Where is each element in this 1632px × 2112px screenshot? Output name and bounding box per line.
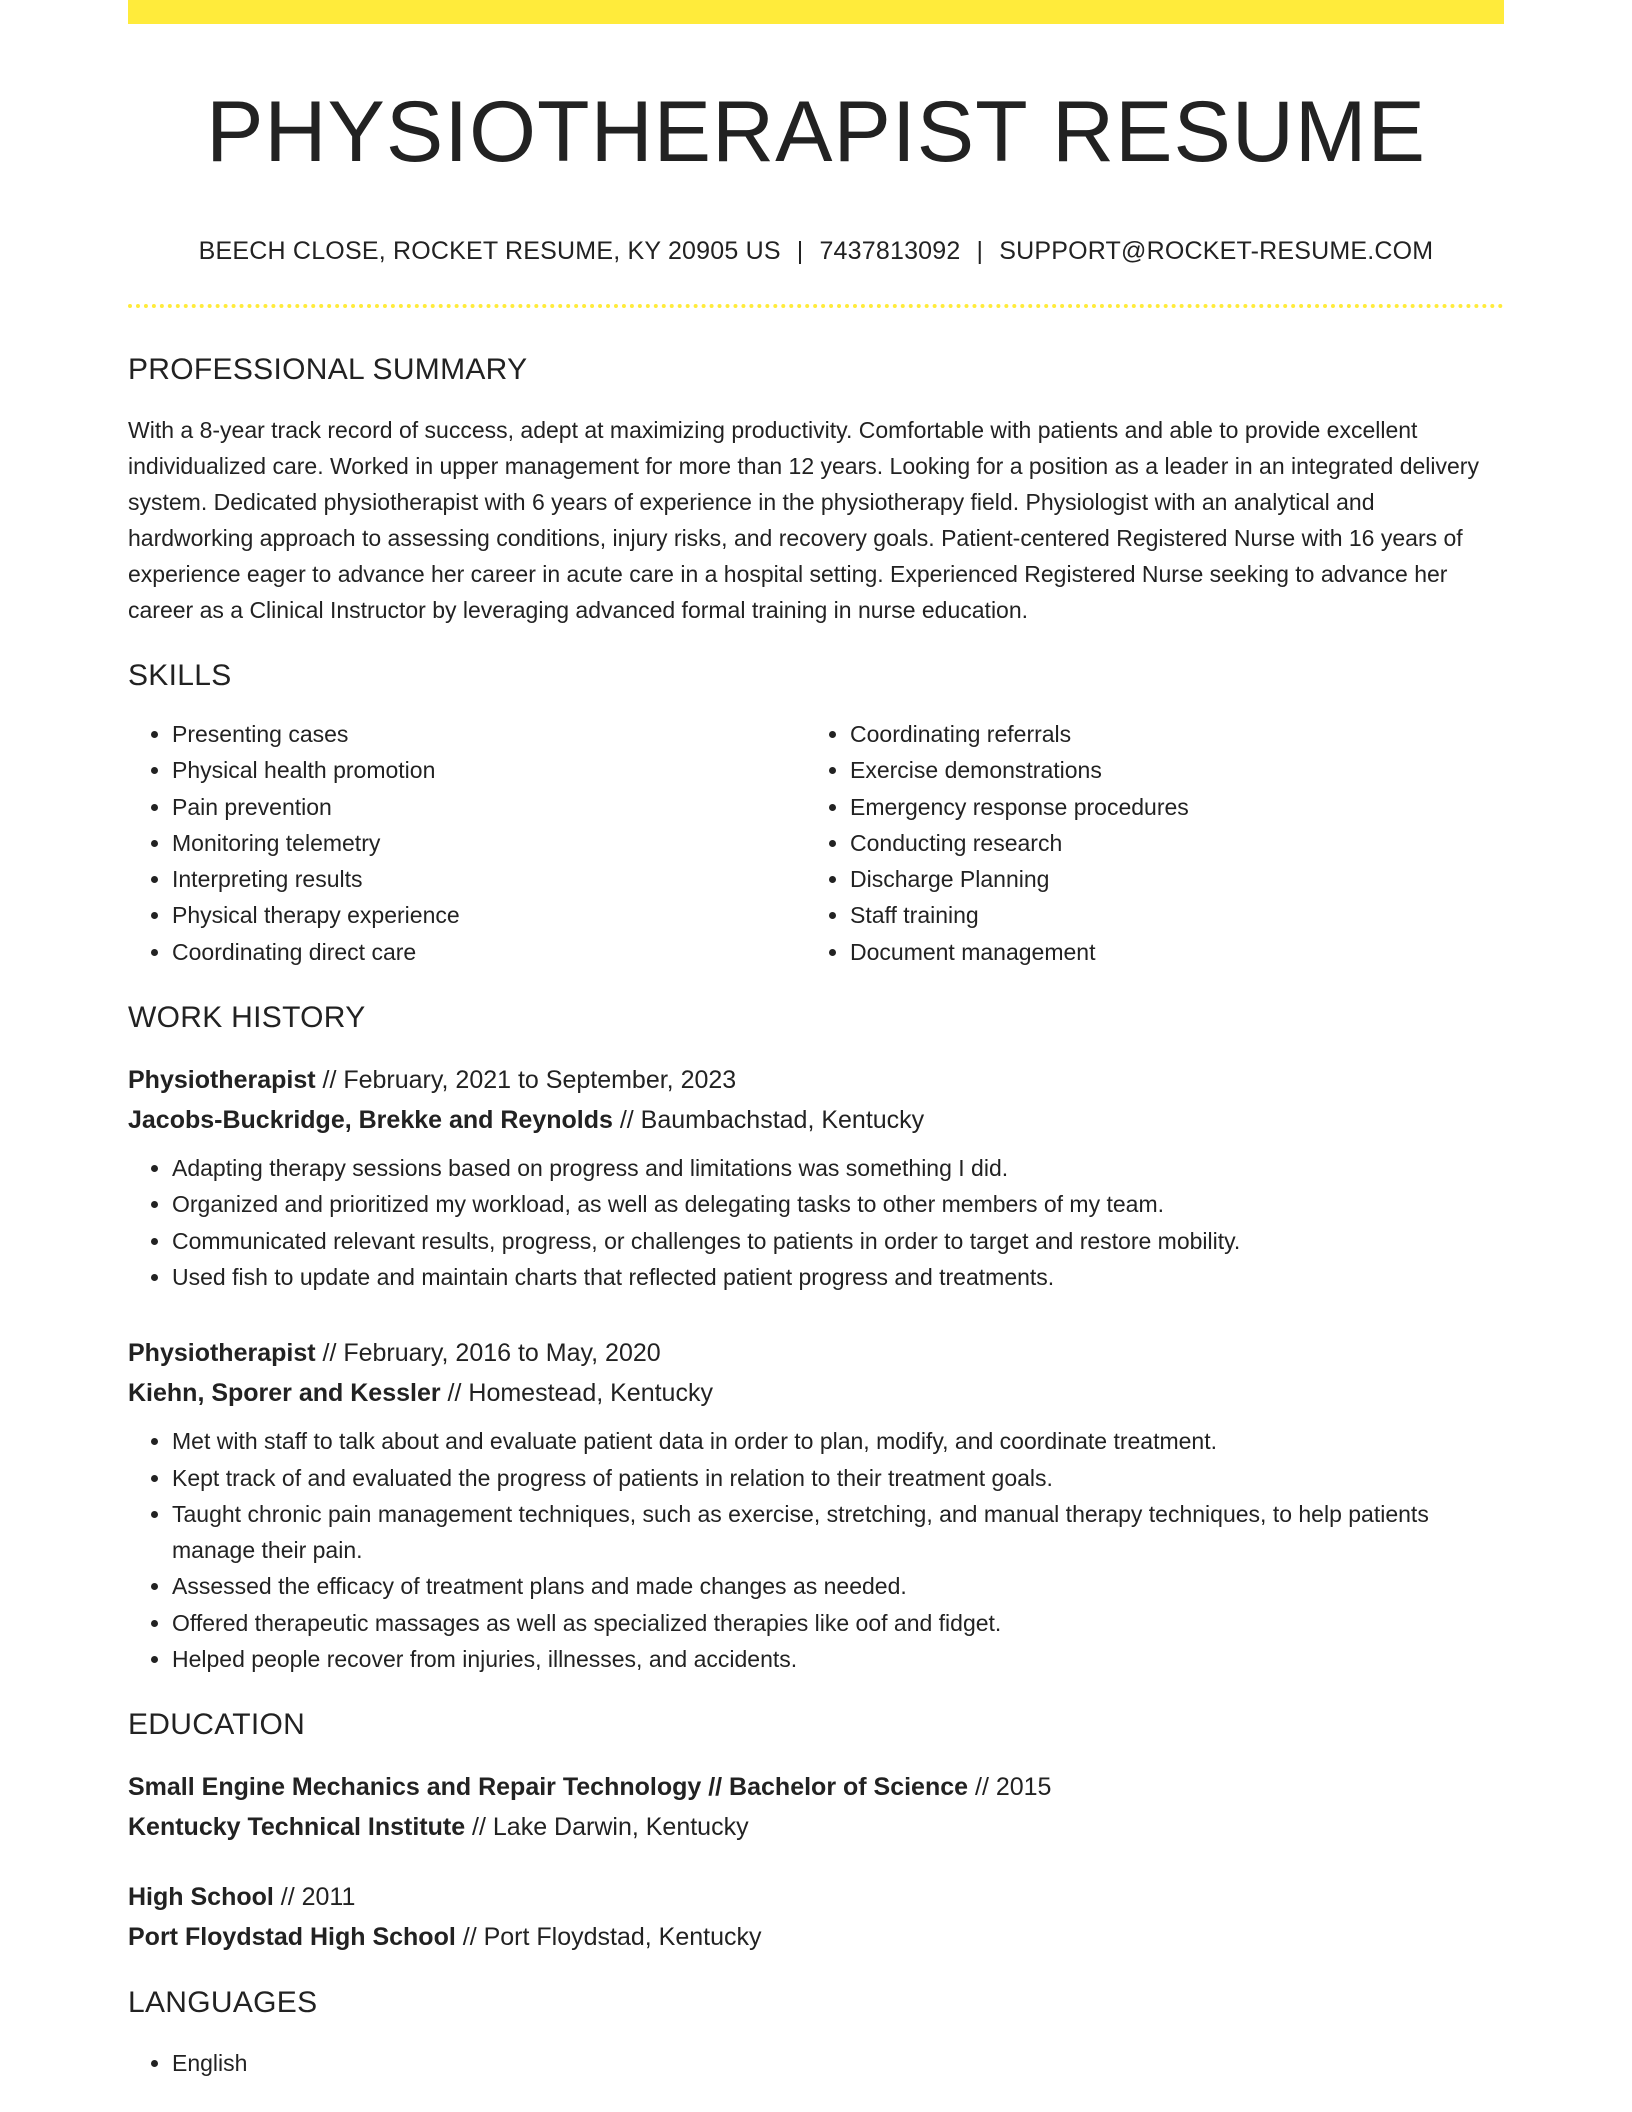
section-title-skills: SKILLS [128, 659, 232, 692]
skill-item: • Document management [850, 934, 1484, 970]
job-company-line [128, 1100, 1504, 1140]
contact-email: SUPPORT@ROCKET-RESUME.COM [999, 237, 1434, 265]
skill-item: • Interpreting results [172, 861, 806, 897]
job-bullets [128, 1150, 1504, 1295]
job-bullet: • Used fish to update and maintain charts that reflected patient progress and treatments. [172, 1259, 1504, 1295]
dotted-divider [128, 304, 1504, 308]
job-bullet: • Adapting therapy sessions based on progress and limitations was something I did. [172, 1150, 1504, 1186]
contact-phone: 7437813092 [819, 237, 961, 265]
section-title-summary: PROFESSIONAL SUMMARY [128, 353, 528, 386]
job-location: // Baumbachstad, Kentucky [612, 1106, 925, 1135]
job-dates: // February, 2021 to September, 2023 [315, 1066, 737, 1095]
skill-item: • Conducting research [850, 825, 1484, 861]
education-school-line [128, 1917, 1504, 1957]
skills-column-left [128, 716, 806, 970]
education-school: Port Floydstad High School [128, 1923, 456, 1952]
education-degree-line [128, 1877, 1504, 1917]
job-entry [128, 1333, 1504, 1677]
education-degree: Small Engine Mechanics and Repair Technology // Bachelor of Science [128, 1773, 969, 1802]
skill-item: • Staff training [850, 897, 1484, 933]
contact-address: BEECH CLOSE, ROCKET RESUME, KY 20905 US [198, 237, 781, 265]
resume-title: PHYSIOTHERAPIST RESUME [206, 84, 1426, 180]
job-entry [128, 1060, 1504, 1295]
skill-item: • Coordinating direct care [172, 934, 806, 970]
summary-text: With a 8-year track record of success, adept at maximizing productivity. Comfortable with patients and able to provide excellent individualized care. Worked in upper management for more than 12 years. Looking for a position as a leader in an integrated delivery system. Dedicated physiotherapist with 6 years of experience in the physiotherapy field. Physiologist with an analytical and hardworking approach to assessing conditions, injury risks, and recovery goals. Patient-centered Registered Nurse with 16 years of experience eager to advance her career in acute care in a hospital setting. Experienced Registered Nurse seeking to advance her career as a Clinical Instructor by leveraging advanced formal training in nurse education. [128, 417, 1479, 623]
education-entry [128, 1877, 1504, 1957]
section-title-work: WORK HISTORY [128, 1001, 366, 1035]
languages-list [128, 2045, 1504, 2081]
contact-separator: | [976, 237, 984, 265]
skill-item: • Presenting cases [172, 716, 806, 752]
education-school: Kentucky Technical Institute [128, 1813, 466, 1842]
job-bullet: • Helped people recover from injuries, illnesses, and accidents. [172, 1641, 1504, 1677]
job-bullet: • Taught chronic pain management techniques, such as exercise, stretching, and manual therapy techniques, to help patients manage their pain. [172, 1496, 1504, 1569]
resume-page [128, 0, 1504, 2081]
job-location: // Homestead, Kentucky [440, 1379, 713, 1408]
job-role-line [128, 1060, 1504, 1100]
skills-grid [128, 716, 1504, 970]
job-bullet: • Communicated relevant results, progress, or challenges to patients in order to target and restore mobility. [172, 1223, 1504, 1259]
skill-item: • Discharge Planning [850, 861, 1484, 897]
job-dates: // February, 2016 to May, 2020 [315, 1339, 661, 1368]
job-bullets [128, 1423, 1504, 1677]
job-bullet: • Met with staff to talk about and evaluate patient data in order to plan, modify, and coordinate treatment. [172, 1423, 1504, 1459]
job-company: Jacobs-Buckridge, Brekke and Reynolds [128, 1106, 613, 1135]
job-role-line [128, 1333, 1504, 1373]
skill-item: • Coordinating referrals [850, 716, 1484, 752]
job-role: Physiotherapist [128, 1066, 316, 1095]
education-entry [128, 1767, 1504, 1847]
skill-item: • Monitoring telemetry [172, 825, 806, 861]
job-bullet: • Offered therapeutic massages as well as specialized therapies like oof and fidget. [172, 1605, 1504, 1641]
contact-line [128, 236, 1504, 266]
job-company: Kiehn, Sporer and Kessler [128, 1379, 441, 1408]
job-bullet: • Organized and prioritized my workload, as well as delegating tasks to other members of my team. [172, 1186, 1504, 1222]
section-title-education: EDUCATION [128, 1708, 306, 1742]
skill-item: • Physical health promotion [172, 752, 806, 788]
education-location: // Lake Darwin, Kentucky [465, 1813, 749, 1842]
education-year: // 2015 [968, 1773, 1052, 1802]
education-location: // Port Floydstad, Kentucky [455, 1923, 762, 1952]
skill-item: • Emergency response procedures [850, 789, 1484, 825]
skill-item: • Exercise demonstrations [850, 752, 1484, 788]
job-company-line [128, 1373, 1504, 1413]
skill-item: • Physical therapy experience [172, 897, 806, 933]
language-item: • English [172, 2045, 1504, 2081]
education-degree: High School [128, 1883, 274, 1912]
job-bullet: • Kept track of and evaluated the progress of patients in relation to their treatment goals. [172, 1460, 1504, 1496]
job-bullet: • Assessed the efficacy of treatment plans and made changes as needed. [172, 1568, 1504, 1604]
education-degree-line [128, 1767, 1504, 1807]
top-accent-bar [128, 0, 1504, 24]
contact-separator: | [796, 237, 804, 265]
education-school-line [128, 1807, 1504, 1847]
education-year: // 2011 [273, 1883, 356, 1912]
section-title-languages: LANGUAGES [128, 1986, 318, 2020]
skill-item: • Pain prevention [172, 789, 806, 825]
skills-column-right [806, 716, 1484, 970]
job-role: Physiotherapist [128, 1339, 316, 1368]
